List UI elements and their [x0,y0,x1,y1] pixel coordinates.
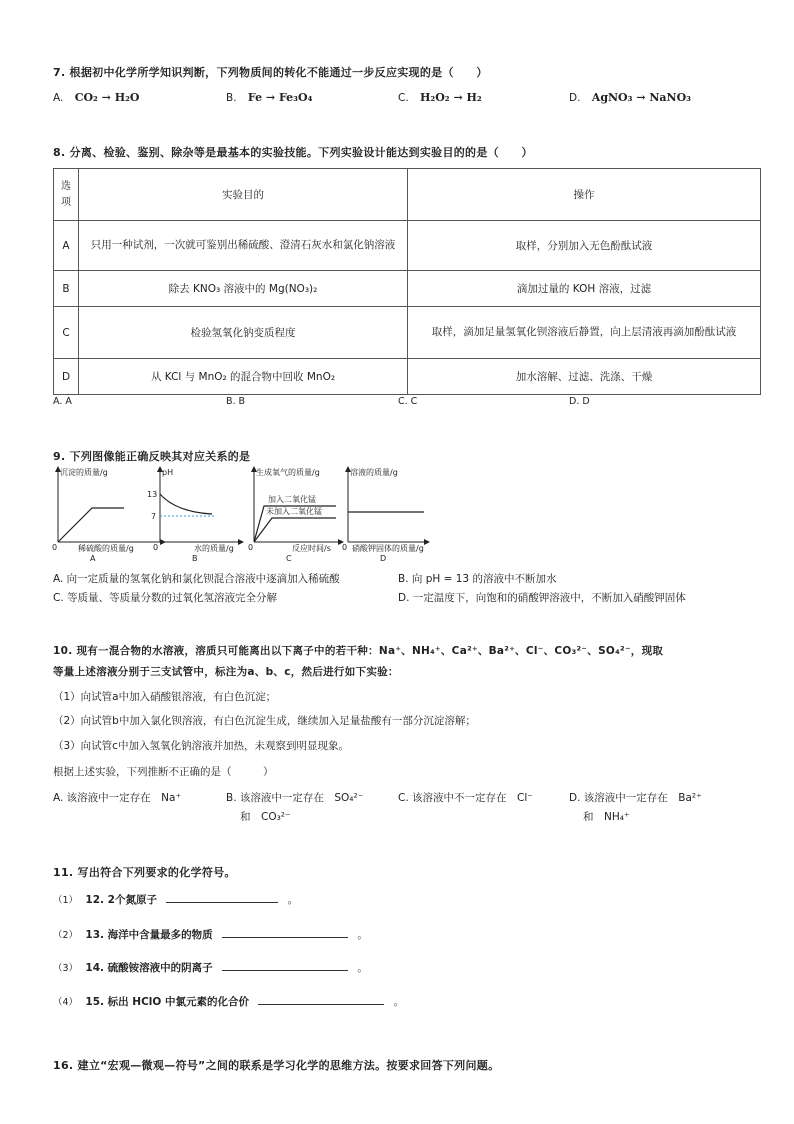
row-operation: 取样，分别加入无色酚酞试液 [408,221,761,271]
q10-title-line2: 等量上述溶液分别于三支试管中，标注为a、b、c，然后进行如下实验： [53,666,399,678]
header-option: 选项 [54,169,79,221]
q10-step-3: （3）向试管c中加入氢氧化钠溶液并加热，未观察到明显现象。 [53,740,349,752]
row-goal: 从 KCl 与 MnO₂ 的混合物中回收 MnO₂ [79,359,408,395]
row-option: B [54,271,79,307]
graph-d-origin: 0 [342,543,348,552]
table-row [54,359,761,395]
q8-answer-a[interactable]: A. A [53,396,72,407]
q9-option-b[interactable]: B. 向 pH = 13 的溶液中不断加水 [398,573,557,585]
q9-option-a[interactable]: A. 向一定质量的氢氧化钠和氯化钡混合溶液中逐滴加入稀硫酸 [53,573,340,585]
row-goal: 除去 KNO₃ 溶液中的 Mg(NO₃)₂ [79,271,408,307]
row-option: C [54,307,79,359]
q7-title: 7. 根据初中化学所学知识判断，下列物质间的转化不能通过一步反应实现的是（ ） [53,66,488,79]
table-header-row [54,169,761,221]
row-option: A [54,221,79,271]
row-goal: 检验氢氧化钠变质程度 [79,307,408,359]
graph-b-tick7: 7 [151,512,157,521]
graph-c-origin: 0 [248,543,254,552]
graph-b-letter: B [192,554,198,563]
answer-blank-2[interactable] [222,937,348,938]
q7-option-b[interactable]: B. Fe → Fe₃O₄ [226,91,313,104]
q11-item-3: （3） 14. 硫酸铵溶液中的阴离子 。 [53,962,368,974]
x-axis-arrow [424,539,430,545]
graph-c-line2-label: 未加入二氧化锰 [266,507,322,516]
q7-option-c[interactable]: C. H₂O₂ → H₂ [398,91,482,104]
q8-table [53,168,761,395]
q10-option-d[interactable]: D. 该溶液中一定存在 Ba²⁺ 和 NH₄⁺ [569,792,702,823]
row-goal: 只用一种试剂，一次就可鉴别出稀硫酸、澄清石灰水和氯化钠溶液 [79,221,408,271]
q8-title: 8. 分离、检验、鉴别、除杂等是最基本的实验技能。下列实验设计能达到实验目的的是（ ） [53,146,533,159]
table-row [54,221,761,271]
q10-step-1: （1）向试管a中加入硝酸银溶液，有白色沉淀； [53,691,277,703]
graph-a-xlabel: 稀硫酸的质量/g [78,544,134,553]
table-row [54,307,761,359]
q10-step-2: （2）向试管b中加入氯化钡溶液，有白色沉淀生成，继续加入足量盐酸有一部分沉淀溶解； [53,715,476,727]
q9-title: 9. 下列图像能正确反映其对应关系的是 [53,450,251,463]
graph-c-line1-label: 加入二氧化锰 [268,495,316,504]
q7-option-a[interactable]: A. CO₂ → H₂O [53,91,140,104]
graph-a-origin: 0 [52,543,58,552]
answer-blank-4[interactable] [258,1004,384,1005]
graph-c-letter: C [286,554,292,563]
q9-option-c[interactable]: C. 等质量、等质量分数的过氧化氢溶液完全分解 [53,592,278,604]
graph-d-letter: D [380,554,387,563]
graph-line [58,508,124,542]
q16-title: 16. 建立“宏观—微观—符号”之间的联系是学习化学的思维方法。按要求回答下列问题。 [53,1059,500,1072]
graph-b [142,464,246,564]
row-operation: 加水溶解、过滤、洗涤、干燥 [408,359,761,395]
graph-b-tick13: 13 [147,490,158,499]
x-axis-arrow [238,539,244,545]
graph-a-ylabel: 沉淀的质量/g [60,468,108,477]
row-operation: 滴加过量的 KOH 溶液，过滤 [408,271,761,307]
q10-question: 根据上述实验，下列推断不正确的是（ ） [53,766,274,778]
graph-d-xlabel: 硝酸钾固体的质量/g [352,544,424,553]
header-operation: 操作 [408,169,761,221]
graph-a-letter: A [90,554,96,563]
answer-blank-3[interactable] [222,970,348,971]
table-row [54,271,761,307]
header-goal: 实验目的 [79,169,408,221]
q7-option-d[interactable]: D. AgNO₃ → NaNO₃ [569,91,691,104]
q11-item-2: （2） 13. 海洋中含量最多的物质 。 [53,929,368,941]
graph-d [340,464,440,564]
row-operation: 取样，滴加足量氢氧化钡溶液后静置，向上层清液再滴加酚酞试液 [408,307,761,359]
graph-b-ylabel: pH [162,468,174,477]
graph-curve [160,494,212,514]
q10-option-c[interactable]: C. 该溶液中不一定存在 Cl⁻ [398,792,533,804]
q11-item-1: （1） 12. 2个氮原子 。 [53,894,299,906]
graph-c [246,464,346,564]
q8-answer-d[interactable]: D. D [569,396,590,407]
row-option: D [54,359,79,395]
line-without-catalyst [254,518,336,542]
q11-title: 11. 写出符合下列要求的化学符号。 [53,866,236,879]
q11-item-4: （4） 15. 标出 HClO 中氯元素的化合价 。 [53,996,405,1008]
graph-c-xlabel: 反应时间/s [292,544,331,553]
graph-b-origin: 0 [153,543,159,552]
answer-blank-1[interactable] [166,902,278,903]
q10-option-b[interactable]: B. 该溶液中一定存在 SO₄²⁻ 和 CO₃²⁻ [226,792,364,823]
graph-b-xlabel: 水的质量/g [194,544,234,553]
q10-option-a[interactable]: A. 该溶液中一定存在 Na⁺ [53,792,182,804]
graph-d-ylabel: 溶液的质量/g [350,468,398,477]
q8-answer-b[interactable]: B. B [226,396,246,407]
q8-answer-c[interactable]: C. C [398,396,418,407]
q9-option-d[interactable]: D. 一定温度下，向饱和的硝酸钾溶液中，不断加入硝酸钾固体 [398,592,686,604]
q10-title-line1: 10. 现有一混合物的水溶液，溶质只可能离出以下离子中的若干种：Na⁺、NH₄⁺、Ca²⁺、Ba²⁺、Cl⁻、CO₃²⁻、SO₄²⁻，现取 [53,645,664,657]
graph-c-ylabel: 生成氧气的质量/g [256,468,320,477]
